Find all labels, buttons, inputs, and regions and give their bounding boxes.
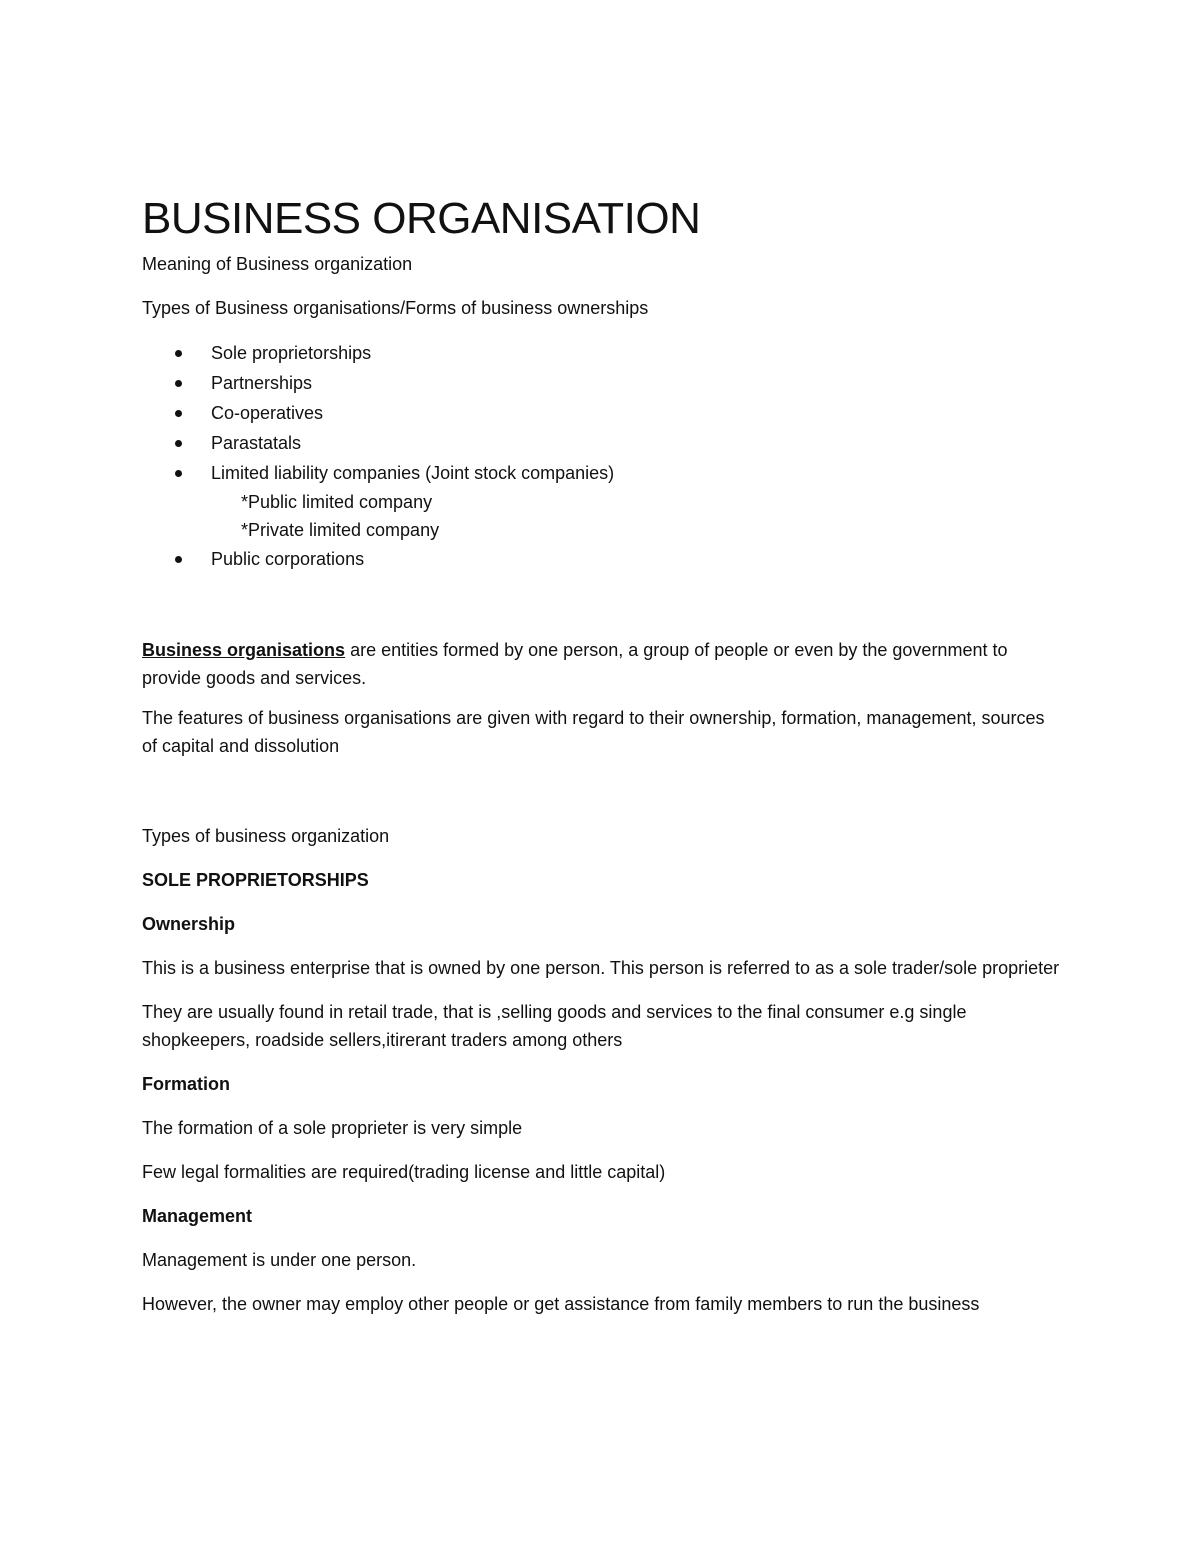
bullet-icon <box>175 410 182 417</box>
list-item <box>172 338 1062 368</box>
bullet-icon <box>175 556 182 563</box>
list-item-label: Co-operatives <box>211 403 324 423</box>
definition-term: Business organisations <box>142 640 346 660</box>
ownership-paragraph-2: They are usually found in retail trade, that is ,selling goods and services to the final consumer e.g single shopkeepers, roadside sellers,itirerant traders among others <box>142 1002 967 1050</box>
bullet-icon <box>175 380 182 387</box>
management-paragraph-2: However, the owner may employ other people or get assistance from family members to run the business <box>142 1294 980 1314</box>
bullet-icon <box>175 350 182 357</box>
definition-text: are entities formed by one person, a group of people or even by the government to provide goods and services. <box>142 640 1008 688</box>
business-types-list <box>142 338 1062 574</box>
list-item-label: Sole proprietorships <box>211 343 372 363</box>
sub-item: *Public limited company <box>241 492 433 512</box>
document-page <box>142 190 1062 1334</box>
list-item <box>172 544 1062 574</box>
list-item <box>172 398 1062 428</box>
document-title: BUSINESS ORGANISATION <box>142 194 701 243</box>
definition-paragraph <box>142 636 1062 692</box>
list-item <box>172 368 1062 398</box>
meaning-line: Meaning of Business organization <box>142 254 413 274</box>
list-item-label: Partnerships <box>211 373 313 393</box>
list-item-label: Public corporations <box>211 549 365 569</box>
bullet-icon <box>175 470 182 477</box>
formation-paragraph-2: Few legal formalities are required(trading license and little capital) <box>142 1162 666 1182</box>
list-item-label: Limited liability companies (Joint stock companies) <box>211 463 615 483</box>
bullet-icon <box>175 440 182 447</box>
management-heading: Management <box>142 1206 253 1226</box>
types-line: Types of Business organisations/Forms of business ownerships <box>142 298 649 318</box>
types-heading: Types of business organization <box>142 826 390 846</box>
formation-heading: Formation <box>142 1074 230 1094</box>
ownership-heading: Ownership <box>142 914 236 934</box>
management-paragraph-1: Management is under one person. <box>142 1250 417 1270</box>
list-item <box>172 428 1062 458</box>
ownership-paragraph-1: This is a business enterprise that is owned by one person. This person is referred to as a sole trader/sole proprieter <box>142 958 1060 978</box>
sub-item: *Private limited company <box>241 520 440 540</box>
section-heading: SOLE PROPRIETORSHIPS <box>142 870 369 890</box>
list-item <box>172 458 1062 488</box>
features-paragraph: The features of business organisations are given with regard to their ownership, formation, management, sources of capital and dissolution <box>142 708 1045 756</box>
list-item-label: Parastatals <box>211 433 302 453</box>
formation-paragraph-1: The formation of a sole proprieter is very simple <box>142 1118 523 1138</box>
